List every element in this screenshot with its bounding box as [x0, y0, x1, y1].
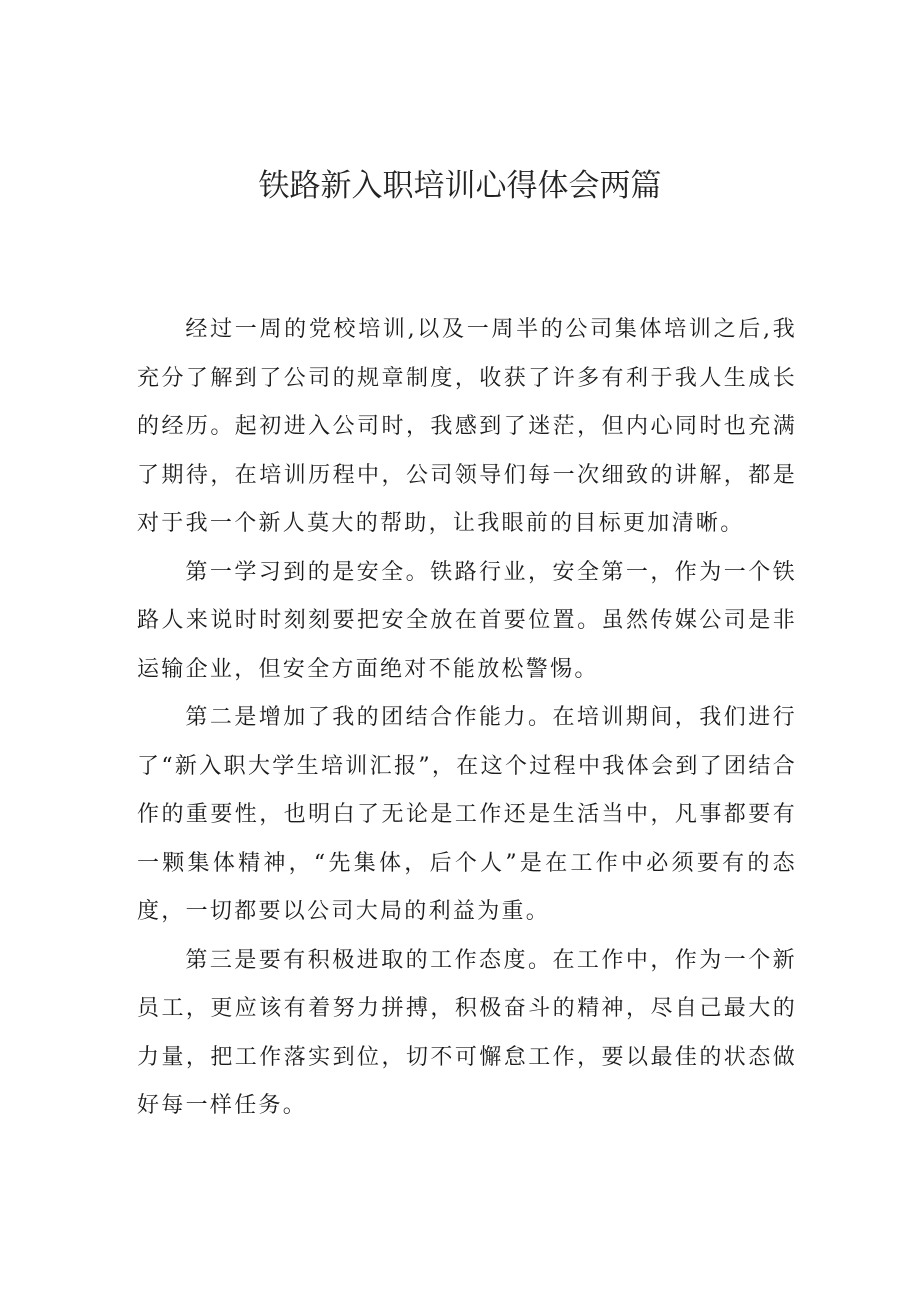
- document-title: 铁路新入职培训心得体会两篇: [258, 168, 662, 204]
- paragraph: 第一学习到的是安全。铁路行业，安全第一，作为一个铁路人来说时时刻刻要把安全放在首要位置。虽然传媒公司是非运输企业，但安全方面绝对不能放松警惕。: [137, 559, 797, 682]
- paragraph: 经过一周的党校培训,以及一周半的公司集体培训之后,我充分了解到了公司的规章制度，收获了许多有利于我人生成长的经历。起初进入公司时，我感到了迷茫，但内心同时也充满了期待，在培训历程中，公司领导们每一次细致的讲解，都是对于我一个新人莫大的帮助，让我眼前的目标更加清晰。: [137, 317, 797, 536]
- paragraph: 第三是要有积极进取的工作态度。在工作中，作为一个新员工，更应该有着努力拼搏，积极奋斗的精神，尽自己最大的力量，把工作落实到位，切不可懈怠工作，要以最佳的状态做好每一样任务。: [137, 947, 797, 1118]
- paragraph: 第二是增加了我的团结合作能力。在培训期间，我们进行了“新入职大学生培训汇报”，在这个过程中我体会到了团结合作的重要性，也明白了无论是工作还是生活当中，凡事都要有一颗集体精神，“先集体，后个人”是在工作中必须要有的态度，一切都要以公司大局的利益为重。: [137, 705, 797, 924]
- document-body: [137, 306, 797, 1131]
